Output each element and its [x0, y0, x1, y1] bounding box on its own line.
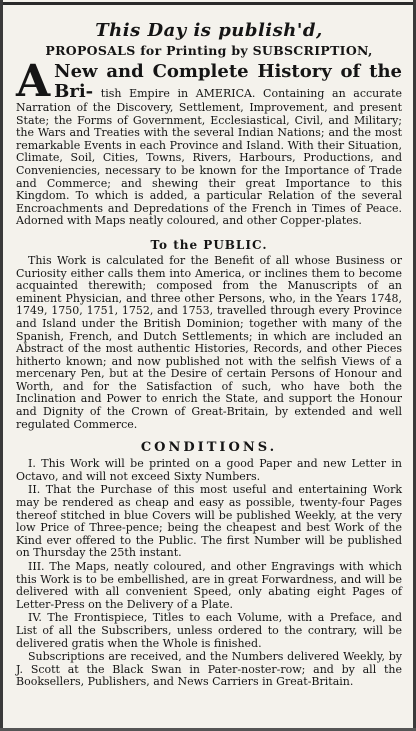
- subheadline: PROPOSALS for Printing by SUBSCRIPTION,: [45, 43, 373, 58]
- lede-paragraph: [16, 56, 402, 228]
- condition-item: III. The Maps, neatly coloured, and other Engravings with which this Work is to be embellished, are in great Forwardness, and will be delivered with all convenient Speed, only abating eight Pages of Letter-Press on the Delivery of a Plate.: [16, 560, 402, 611]
- condition-item: II. That the Purchase of this most useful and entertaining Work may be rendered as cheap and easy as possible, twenty-four Pages thereof stitched in blue Covers will be published Weekly, at the very low Price of Three-pence; being the cheapest and best Work of the Kind ever offered to the Public. The first Number will be published on Thursday the 25th instant.: [16, 483, 402, 560]
- lede-title: New and Complete History of the Bri-: [54, 61, 402, 102]
- top-border-rule: [0, 2, 416, 5]
- lede-body: tish Empire in AMERICA. Containing an accurate Narration of the Discovery, Settlement, Improvement, and present State; the Forms of Government, Ecclesiastical, Civil, and Military; the Wars and Treaties with the several Indian Nations; and the most remarkable Events in each Province and Island. With their Situation, Climate, Soil, Cities, Towns, Rivers, Harbours, Productions, and Conveniencies, necessary to be known for the Importance of Trade and Commerce; and shewing their great Importance to this Kingdom. To which is added, a particular Relation of the several Encroachments and Depredations of the French in Times of Peace. Adorned with Maps neatly coloured, and other Copper-plates.: [16, 87, 402, 228]
- drop-cap: A: [16, 56, 51, 107]
- condition-item: I. This Work will be printed on a good Paper and new Letter in Octavo, and will not exceed Sixty Numbers.: [16, 457, 402, 483]
- public-paragraph: This Work is calculated for the Benefit of all whose Business or Curiosity either calls them into America, or inclines them to become acquainted therewith; composed from the Manuscripts of an eminent Physician, and three other Persons, who, in the Years 1748, 1749, 1750, 1751, 1752, and 1753, travelled through every Province and Island under the British Dominion; together with many of the Spanish, French, and Dutch Settlements; in which are included an Abstract of the most authentic Histories, Records, and other Pieces hitherto known; and now published not with the selfish Views of a mercenary Pen, but at the Desire of certain Persons of Honour and Worth, and for the Satisfaction of such, who have both the Inclination and Power to enrich the State, and support the Honour and Dignity of the Crown of Great-Britain, by extended and well regulated Commerce.: [16, 253, 402, 431]
- left-border-rule: [0, 0, 3, 731]
- closing-paragraph: Subscriptions are received, and the Numbers delivered Weekly, by J. Scott at the Black Swan in Pater-noster-row; and by all the Booksellers, Publishers, and News Carriers in Great-Britain.: [16, 650, 402, 689]
- headline: This Day is publish'd,: [95, 20, 323, 41]
- condition-item: IV. The Frontispiece, Titles to each Volume, with a Preface, and List of all the Subscribers, unless ordered to the contrary, will be delivered gratis when the Whole is finished.: [16, 611, 402, 650]
- conditions-heading: CONDITIONS.: [140, 440, 278, 456]
- public-heading: To the PUBLIC.: [150, 237, 268, 252]
